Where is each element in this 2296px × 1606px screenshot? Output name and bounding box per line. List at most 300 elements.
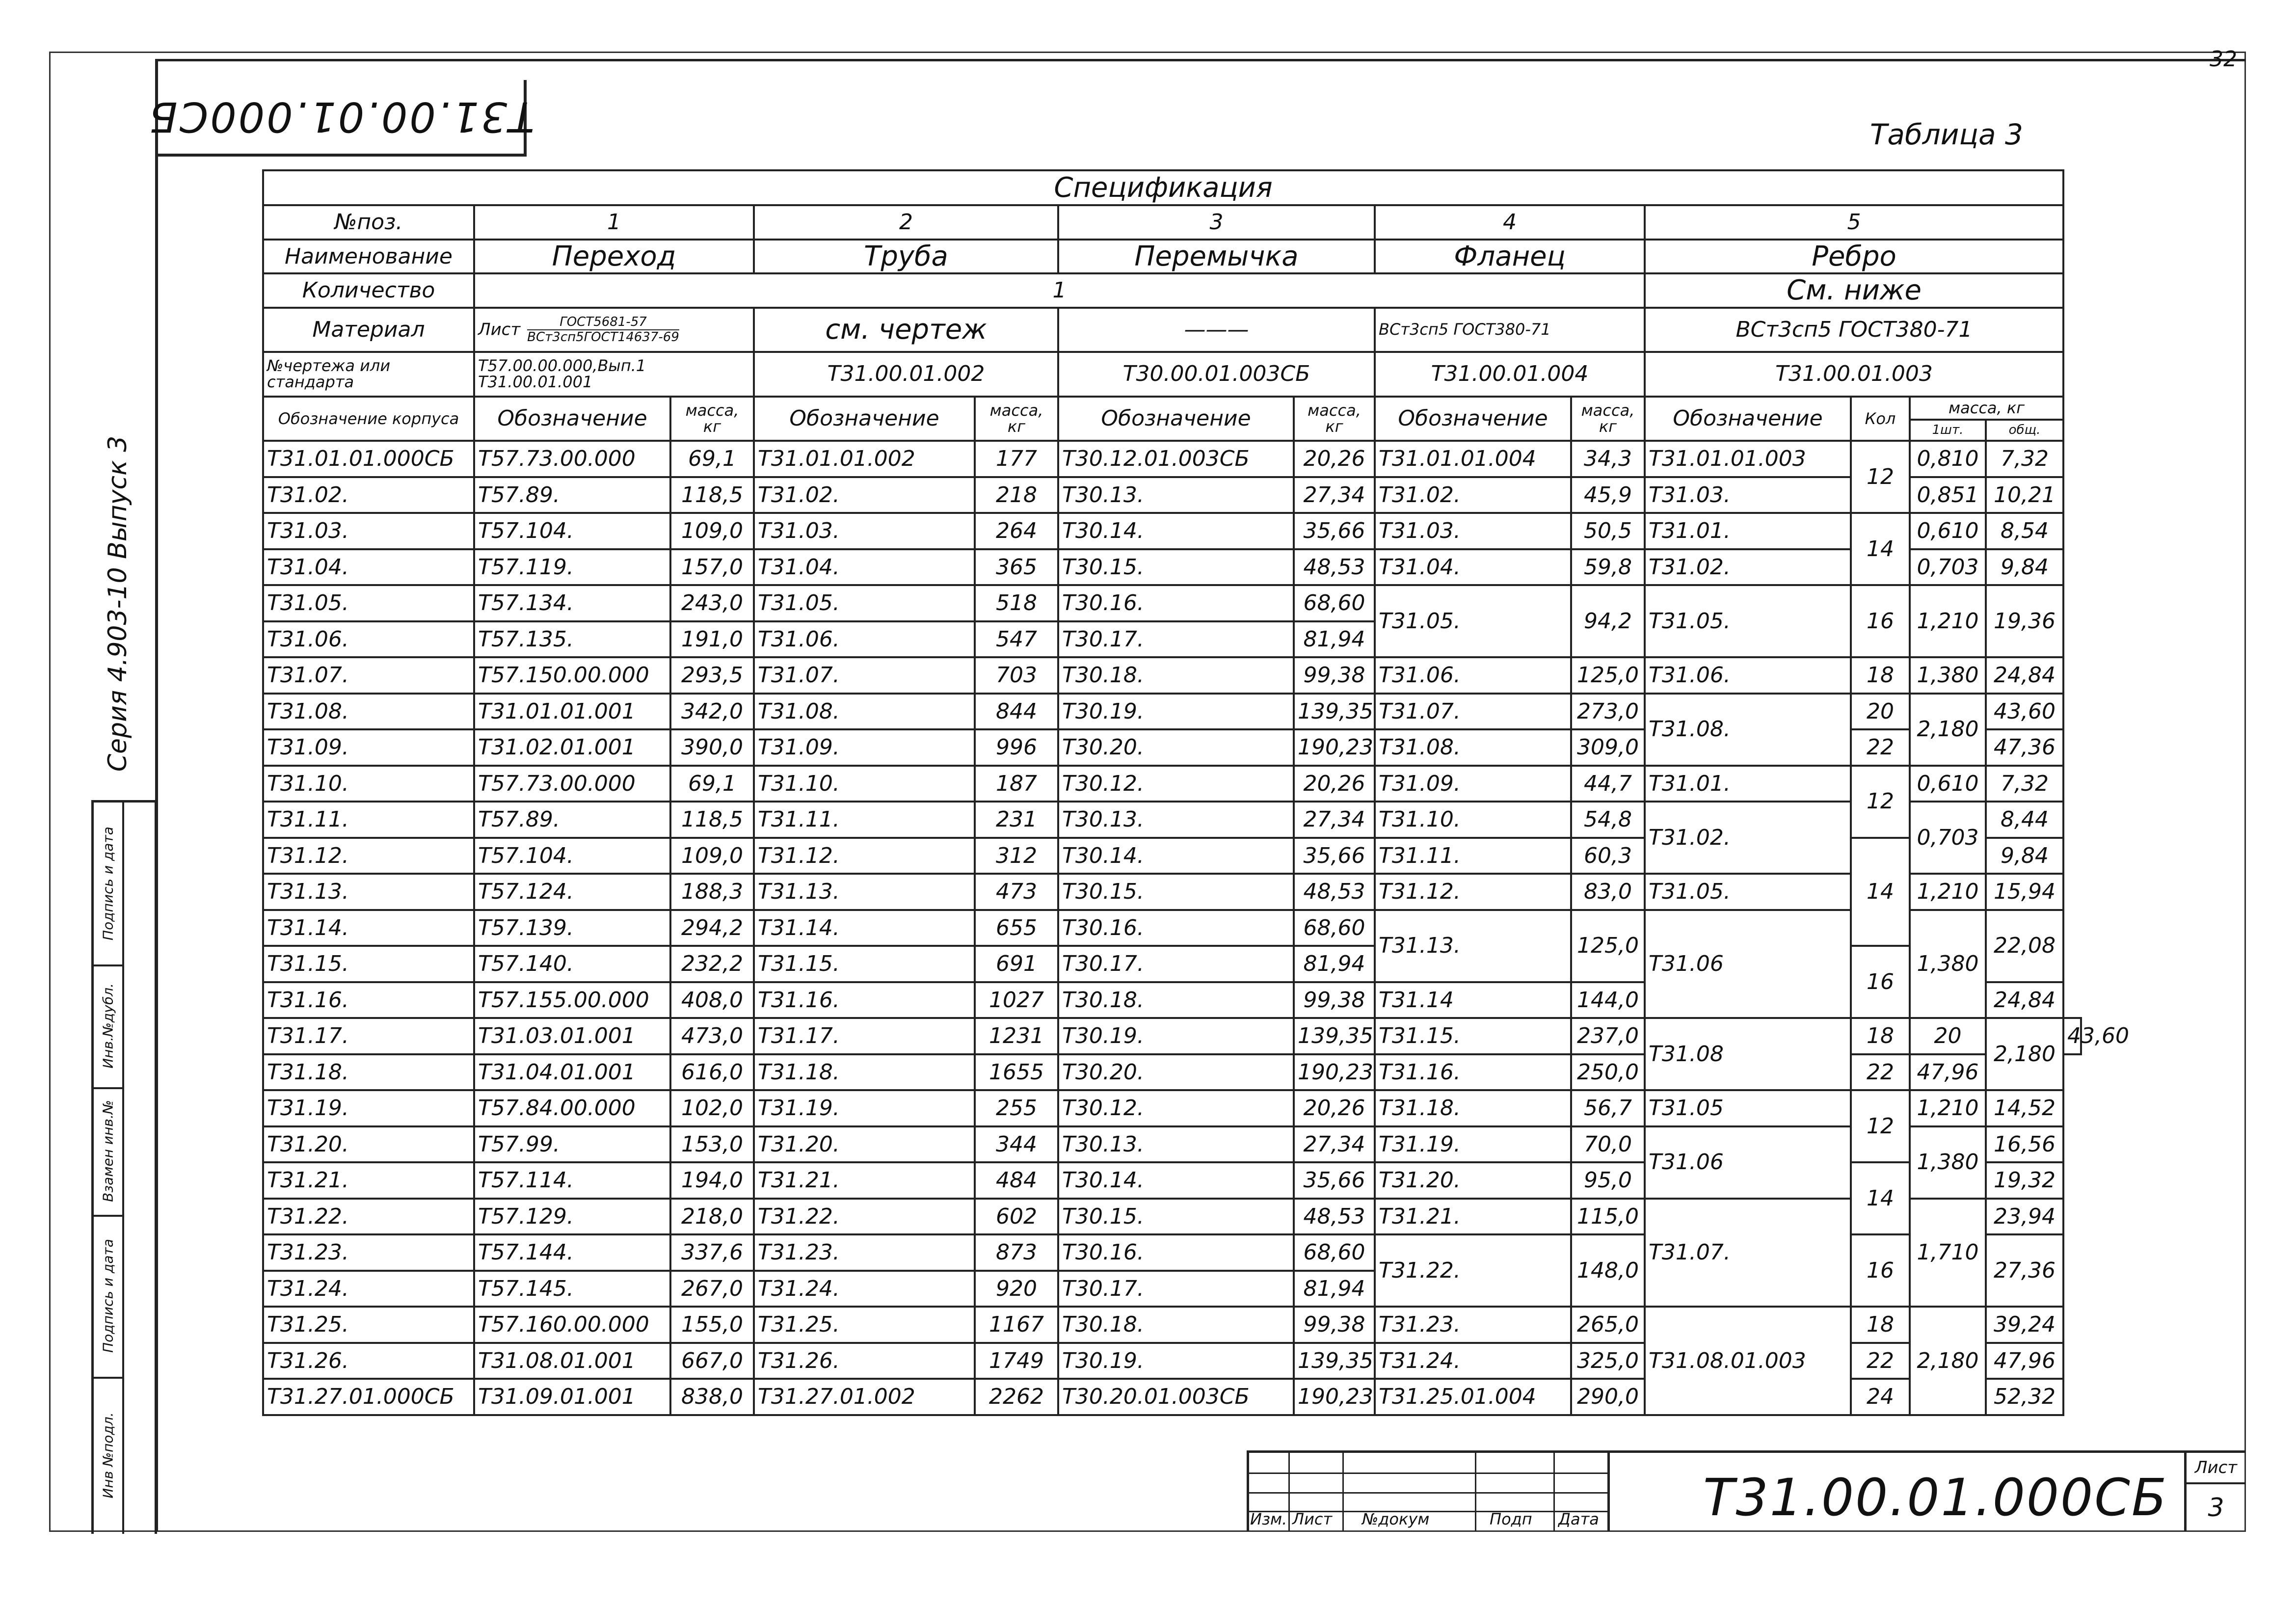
flange-designation: Т31.16. [1375,1054,1571,1091]
jumper-mass: 48,53 [1294,549,1375,586]
col-mass: масса, кг [1294,397,1375,441]
rib-designation: Т31.03. [1645,477,1851,513]
spec-title-row [263,170,2081,205]
transition-mass: 109,0 [670,838,754,874]
position-2: 2 [754,205,1058,239]
rib-mass-one: 1,380 [1910,910,1986,1018]
flange-designation: Т31.01.01.004 [1375,441,1571,477]
pipe-mass: 187 [975,766,1058,802]
transition-designation: Т57.160.00.000 [474,1307,670,1343]
col-designation: Обозначение [1375,397,1571,441]
pipe-mass: 920 [975,1271,1058,1307]
rib-count: 20 [1851,694,1910,730]
specification-table [262,169,2129,1416]
flange-mass: 309,0 [1571,729,1645,766]
rib-designation: Т31.01. [1645,766,1851,802]
jumper-mass: 99,38 [1294,657,1375,694]
jumper-mass: 48,53 [1294,874,1375,910]
stamp-code: Т31.00.01.000СБ [147,93,534,141]
table-row [263,549,2081,586]
rib-count: 18 [1851,1018,1910,1054]
rib-designation: Т31.01.01.003 [1645,441,1851,477]
jumper-designation: Т30.15. [1058,1199,1294,1235]
jumper-designation: Т30.18. [1058,1307,1294,1343]
transition-mass: 157,0 [670,549,754,586]
table-row [263,441,2081,477]
transition-designation: Т57.114. [474,1162,670,1199]
transition-mass: 243,0 [670,585,754,621]
col-designation: Обозначение [1058,397,1294,441]
transition-mass: 69,1 [670,766,754,802]
rib-mass-one: 1,210 [1910,1090,1986,1126]
rib-mass-one: 1,380 [1910,657,1986,694]
body-designation: Т31.18. [263,1054,474,1091]
rib-count: 12 [1851,441,1910,513]
jumper-designation: Т30.12. [1058,766,1294,802]
row-label: Материал [263,308,474,352]
rib-count: 12 [1851,1090,1910,1162]
column-header-row [263,397,2081,420]
table-row [263,585,2081,621]
rib-designation: Т31.05. [1645,585,1851,657]
rib-designation: Т31.01. [1645,513,1851,549]
flange-mass: 60,3 [1571,838,1645,874]
jumper-mass: 68,60 [1294,910,1375,946]
table-row [263,874,2081,910]
jumper-mass: 99,38 [1294,982,1375,1018]
pipe-designation: Т31.06. [754,621,975,658]
flange-designation: Т31.22. [1375,1234,1571,1307]
body-designation: Т31.04. [263,549,474,586]
rib-mass-total: 10,21 [1986,477,2063,513]
rib-mass-total: 47,96 [1986,1343,2063,1379]
transition-mass: 102,0 [670,1090,754,1126]
drawing-3: Т30.00.01.003СБ [1058,352,1375,397]
table-row [263,1018,2081,1054]
col-designation: Обозначение [754,397,975,441]
series-box [88,407,147,800]
pipe-designation: Т31.24. [754,1271,975,1307]
rotated-stamp [147,80,534,157]
approval-label: Подпись и дата [100,1239,116,1353]
rib-mass-total: 9,84 [1986,549,2063,586]
col-mass: масса, кг [975,397,1058,441]
flange-designation: Т31.20. [1375,1162,1571,1199]
pipe-mass: 484 [975,1162,1058,1199]
flange-designation: Т31.23. [1375,1307,1571,1343]
rib-mass-total: 19,36 [1986,585,2063,657]
col-count: Кол [1851,397,1910,441]
grid-line [1475,1453,1476,1531]
col-mass-one: 1шт. [1910,420,1986,441]
rib-count: 18 [1851,1307,1910,1343]
drawing-5: Т31.00.01.003 [1645,352,2063,397]
name-2: Труба [754,240,1058,273]
jumper-mass: 139,35 [1294,1018,1375,1054]
pipe-designation: Т31.19. [754,1090,975,1126]
jumper-mass: 99,38 [1294,1307,1375,1343]
approval-cell [94,803,122,966]
body-designation: Т31.27.01.000СБ [263,1379,474,1415]
transition-designation: Т57.124. [474,874,670,910]
title-block-code-cell [1607,1453,2248,1531]
label-document: №докум [1362,1510,1430,1528]
material-3: ——— [1058,308,1375,352]
transition-mass: 267,0 [670,1271,754,1307]
jumper-mass: 190,23 [1294,1379,1375,1415]
flange-mass: 125,0 [1571,657,1645,694]
rib-count: 22 [1851,1343,1910,1379]
rib-count: 12 [1851,766,1910,838]
approval-cell [94,1215,122,1379]
row-label: Наименование [263,240,474,273]
pipe-mass: 547 [975,621,1058,658]
transition-mass: 838,0 [670,1379,754,1415]
body-designation: Т31.12. [263,838,474,874]
document-code: Т31.00.01.000СБ [1703,1468,2168,1527]
flange-designation: Т31.14 [1375,982,1571,1018]
drawing-4: Т31.00.01.004 [1375,352,1645,397]
flange-mass: 34,3 [1571,441,1645,477]
jumper-designation: Т30.17. [1058,946,1294,982]
body-designation: Т31.06. [263,621,474,658]
jumper-designation: Т30.17. [1058,1271,1294,1307]
pipe-designation: Т31.21. [754,1162,975,1199]
pipe-designation: Т31.02. [754,477,975,513]
pipe-mass: 602 [975,1199,1058,1235]
rib-mass-one: 1,710 [1910,1199,1986,1307]
flange-mass: 59,8 [1571,549,1645,586]
jumper-mass: 35,66 [1294,1162,1375,1199]
flange-mass: 148,0 [1571,1234,1645,1307]
rib-count: 14 [1851,513,1910,585]
transition-mass: 218,0 [670,1199,754,1235]
pipe-mass: 873 [975,1234,1058,1271]
jumper-designation: Т30.16. [1058,1234,1294,1271]
transition-designation: Т57.104. [474,838,670,874]
quantity-row [263,273,2081,307]
rib-count: 16 [1851,1234,1910,1307]
flange-mass: 325,0 [1571,1343,1645,1379]
drawing-2: Т31.00.01.002 [754,352,1058,397]
material-4: ВСт3сп5 ГОСТ380-71 [1375,308,1645,352]
pipe-mass: 312 [975,838,1058,874]
body-designation: Т31.26. [263,1343,474,1379]
flange-designation: Т31.05. [1375,585,1571,657]
approval-cell [94,1377,122,1534]
transition-mass: 408,0 [670,982,754,1018]
transition-designation: Т57.99. [474,1126,670,1163]
jumper-mass: 139,35 [1294,1343,1375,1379]
body-designation: Т31.21. [263,1162,474,1199]
names-row [263,240,2081,273]
col-designation: Обозначение [1645,397,1851,441]
approval-cell [94,1087,122,1217]
jumper-designation: Т30.14. [1058,838,1294,874]
flange-designation: Т31.07. [1375,694,1571,730]
flange-mass: 50,5 [1571,513,1645,549]
pipe-designation: Т31.17. [754,1018,975,1054]
rib-mass-one: 1,210 [1910,585,1986,657]
jumper-mass: 68,60 [1294,1234,1375,1271]
rib-mass-total: 7,32 [1986,766,2063,802]
col-mass-group: масса, кг [1910,397,2063,420]
rib-mass-one: 0,703 [1910,549,1986,586]
flange-designation: Т31.15. [1375,1018,1571,1054]
transition-designation: Т57.89. [474,477,670,513]
body-designation: Т31.07. [263,657,474,694]
transition-mass: 473,0 [670,1018,754,1054]
transition-designation: Т57.129. [474,1199,670,1235]
sheet-number: 3 [2208,1493,2224,1523]
flange-designation: Т31.10. [1375,802,1571,838]
jumper-mass: 27,34 [1294,1126,1375,1163]
jumper-mass: 190,23 [1294,1054,1375,1091]
pipe-mass: 231 [975,802,1058,838]
rib-mass-total: 22,08 [1986,910,2063,982]
rib-mass-total: 52,32 [1986,1379,2063,1415]
transition-designation: Т57.145. [474,1271,670,1307]
transition-designation: Т57.73.00.000 [474,441,670,477]
jumper-mass: 81,94 [1294,946,1375,982]
pipe-designation: Т31.09. [754,729,975,766]
rib-count: 14 [1851,838,1910,946]
body-designation: Т31.20. [263,1126,474,1163]
jumper-mass: 27,34 [1294,802,1375,838]
rib-mass-one: 0,810 [1910,441,1986,477]
rib-count: 16 [1851,585,1910,657]
body-designation: Т31.22. [263,1199,474,1235]
flange-mass: 70,0 [1571,1126,1645,1163]
approval-cell [94,964,122,1089]
table-row [263,766,2081,802]
table-row [263,1307,2081,1343]
pipe-designation: Т31.12. [754,838,975,874]
material-1 [474,308,754,352]
rib-designation: Т31.02. [1645,802,1851,874]
flange-mass: 44,7 [1571,766,1645,802]
pipe-designation: Т31.08. [754,694,975,730]
body-designation: Т31.25. [263,1307,474,1343]
pipe-designation: Т31.25. [754,1307,975,1343]
approval-label: Инв №подл. [100,1412,116,1499]
pipe-designation: Т31.22. [754,1199,975,1235]
flange-mass: 94,2 [1571,585,1645,657]
flange-designation: Т31.03. [1375,513,1571,549]
grid-line [1288,1453,1290,1531]
pipe-mass: 1655 [975,1054,1058,1091]
flange-mass: 237,0 [1571,1018,1645,1054]
transition-designation: Т57.134. [474,585,670,621]
flange-designation: Т31.18. [1375,1090,1571,1126]
flange-mass: 115,0 [1571,1199,1645,1235]
rib-mass-total: 19,32 [1986,1162,2063,1199]
transition-mass: 337,6 [670,1234,754,1271]
rib-mass-total: 47,96 [1910,1054,1986,1091]
pipe-mass: 655 [975,910,1058,946]
flange-mass: 95,0 [1571,1162,1645,1199]
pipe-mass: 2262 [975,1379,1058,1415]
pipe-mass: 1749 [975,1343,1058,1379]
name-1: Переход [474,240,754,273]
jumper-mass: 48,53 [1294,1199,1375,1235]
page-number: 32 [2210,47,2237,72]
pipe-designation: Т31.01.01.002 [754,441,975,477]
flange-mass: 54,8 [1571,802,1645,838]
series-label: Серия 4.903-10 Выпуск 3 [103,435,133,772]
transition-mass: 153,0 [670,1126,754,1163]
flange-designation: Т31.02. [1375,477,1571,513]
pipe-mass: 1167 [975,1307,1058,1343]
jumper-designation: Т30.18. [1058,982,1294,1018]
pipe-designation: Т31.10. [754,766,975,802]
rib-designation: Т31.08 [1645,1018,1851,1090]
flange-designation: Т31.09. [1375,766,1571,802]
transition-designation: Т57.135. [474,621,670,658]
row-label: Количество [263,273,474,307]
rib-mass-one: 0,610 [1910,766,1986,802]
jumper-designation: Т30.13. [1058,477,1294,513]
rib-mass-one: 2,180 [1910,694,1986,766]
sheet-cell [2184,1453,2245,1531]
jumper-mass: 139,35 [1294,694,1375,730]
pipe-mass: 844 [975,694,1058,730]
pipe-mass: 264 [975,513,1058,549]
approval-label: Инв.№дубл. [100,983,116,1069]
rib-count: 16 [1851,946,1910,1018]
jumper-designation: Т30.12. [1058,1090,1294,1126]
pipe-mass: 691 [975,946,1058,982]
col-mass: масса, кг [670,397,754,441]
table-row [263,477,2081,513]
pipe-mass: 177 [975,441,1058,477]
col-mass-total: общ. [1986,420,2063,441]
material-5: ВСт3сп5 ГОСТ380-71 [1645,308,2063,352]
jumper-designation: Т30.20. [1058,1054,1294,1091]
pipe-designation: Т31.26. [754,1343,975,1379]
rib-mass-total: 8,44 [1986,802,2063,838]
jumper-mass: 20,26 [1294,766,1375,802]
rib-mass-total: 24,84 [1986,982,2063,1018]
transition-designation: Т57.84.00.000 [474,1090,670,1126]
jumper-designation: Т30.16. [1058,585,1294,621]
body-designation: Т31.14. [263,910,474,946]
jumper-designation: Т30.14. [1058,513,1294,549]
rib-mass-total: 43,60 [1986,694,2063,730]
transition-designation: Т57.104. [474,513,670,549]
body-designation: Т31.11. [263,802,474,838]
approval-label: Подпись и дата [100,827,116,940]
flange-mass: 83,0 [1571,874,1645,910]
pipe-designation: Т31.15. [754,946,975,982]
transition-mass: 616,0 [670,1054,754,1091]
flange-mass: 56,7 [1571,1090,1645,1126]
rib-mass-one: 1,210 [1910,874,1986,910]
table-row [263,657,2081,694]
flange-designation: Т31.12. [1375,874,1571,910]
jumper-designation: Т30.18. [1058,657,1294,694]
transition-mass: 293,5 [670,657,754,694]
approval-labels-column [94,803,124,1534]
rib-mass-one: 1,380 [1910,1126,1986,1199]
jumper-designation: Т30.15. [1058,549,1294,586]
position-4: 4 [1375,205,1645,239]
transition-designation: Т57.139. [474,910,670,946]
body-designation: Т31.05. [263,585,474,621]
material-1-top: ГОСТ5681-57 [527,315,679,330]
rib-mass-total: 43,60 [2063,1018,2081,1054]
pipe-mass: 703 [975,657,1058,694]
body-designation: Т31.19. [263,1090,474,1126]
flange-mass: 45,9 [1571,477,1645,513]
body-designation: Т31.08. [263,694,474,730]
pipe-designation: Т31.18. [754,1054,975,1091]
rib-designation: Т31.05. [1645,874,1851,910]
flange-mass: 125,0 [1571,910,1645,982]
material-1-fraction [527,315,679,344]
transition-designation: Т57.140. [474,946,670,982]
pipe-mass: 996 [975,729,1058,766]
pipe-designation: Т31.03. [754,513,975,549]
jumper-designation: Т30.20.01.003СБ [1058,1379,1294,1415]
rib-count: 24 [1851,1379,1910,1415]
pipe-mass: 255 [975,1090,1058,1126]
positions-row [263,205,2081,239]
flange-designation: Т31.21. [1375,1199,1571,1235]
title-block-grid [1249,1453,1607,1531]
row-label: №поз. [263,205,474,239]
jumper-designation: Т30.12.01.003СБ [1058,441,1294,477]
flange-mass: 290,0 [1571,1379,1645,1415]
pipe-mass: 518 [975,585,1058,621]
flange-designation: Т31.19. [1375,1126,1571,1163]
transition-mass: 342,0 [670,694,754,730]
rib-mass-one: 0,610 [1910,513,1986,549]
jumper-designation: Т30.19. [1058,1018,1294,1054]
rib-count: 20 [1910,1018,1986,1054]
rib-mass-total: 14,52 [1986,1090,2063,1126]
pipe-designation: Т31.11. [754,802,975,838]
quantity-rib: См. ниже [1645,273,2063,307]
pipe-mass: 365 [975,549,1058,586]
material-1-prefix: Лист [478,320,521,340]
row-label: Обозначение корпуса [263,397,474,441]
col-mass: масса, кг [1571,397,1645,441]
pipe-mass: 344 [975,1126,1058,1163]
label-sheet: Лист [1292,1510,1333,1528]
material-2: см. чертеж [754,308,1058,352]
jumper-mass: 20,26 [1294,1090,1375,1126]
rib-mass-one: 2,180 [1986,1018,2063,1090]
flange-designation: Т31.24. [1375,1343,1571,1379]
flange-mass: 265,0 [1571,1307,1645,1343]
rib-designation: Т31.08. [1645,694,1851,766]
drawing-1-line2: Т31.00.01.001 [478,373,593,392]
transition-mass: 667,0 [670,1343,754,1379]
flange-designation: Т31.04. [1375,549,1571,586]
table-row [263,1126,2081,1163]
name-5: Ребро [1645,240,2063,273]
transition-designation: Т31.09.01.001 [474,1379,670,1415]
rib-mass-one: 0,851 [1910,477,1986,513]
name-3: Перемычка [1058,240,1375,273]
rib-mass-one: 0,703 [1910,802,1986,874]
transition-designation: Т31.01.01.001 [474,694,670,730]
rib-mass-total: 27,36 [1986,1234,2063,1307]
jumper-designation: Т30.20. [1058,729,1294,766]
quantity-common: 1 [474,273,1645,307]
jumper-designation: Т30.19. [1058,1343,1294,1379]
